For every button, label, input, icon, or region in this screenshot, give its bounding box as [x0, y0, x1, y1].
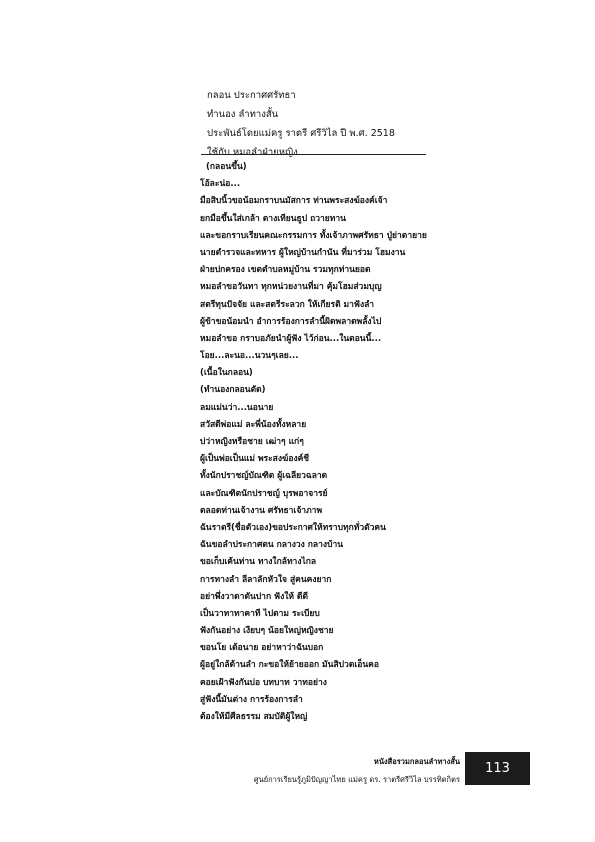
poem-line: อย่าพึ่งวาดาดันปาก ฟังให้ ดีดี — [200, 591, 308, 602]
book-title: หนังสือรวมกลอนลำทางสั้น — [373, 757, 460, 766]
poem-melody: ทำนอง ลำทางสั้น — [207, 109, 279, 120]
poem-line: ลมแม่นว่า...นอนาย — [200, 402, 274, 413]
poem-line: ต้องให้มีศีลธรรม สมบัติผู้ใหญ่ — [200, 712, 308, 722]
poem-line: หมอลำขอ กราบอภัยนำผู้ฟัง ไว้ก่อน...ในตอนนี้... — [200, 333, 382, 344]
poem-line: สู่ฟังนี้มันต่าง การร้องการลำ — [200, 694, 303, 705]
page-number: 113 — [465, 752, 530, 785]
poem-author: ประพันธ์โดยแม่ครู ราตรี ศรีวิไล ปี พ.ศ. 2518 — [207, 128, 395, 139]
poem-line: ผู้ข้าขอน้อมนำ อำการร้องการลำนี้ผิดพลาดพลั้งไป — [200, 316, 382, 327]
poem-line: ตลอดท่านเจ้างาน ศรัทธาเจ้าภาพ — [200, 505, 323, 516]
poem-line: ฉันราตรี(ชื่อตัวเอง)ขอประกาศให้ทราบทุกทั่วตัวคน — [200, 522, 386, 533]
poem-line: บ่ว่าหญิงหรือชาย เฒ่าๆ แก่ๆ — [200, 437, 304, 447]
poem-line: ฝ่ายปกครอง เขตตำบลหมู่บ้าน รวมทุกท่านยอด — [200, 265, 371, 276]
poem-title: กลอน ประกาศศรัทธา — [207, 90, 296, 101]
poem-line: มือสิบนิ้วขอน้อมกราบนมัสการ ท่านพระสงฆ์องค์เจ้า — [200, 196, 388, 207]
poem-line: โอย...ละนอ...นวนๆเลย... — [200, 351, 299, 362]
poem-line: ยกมือขึ้นใส่เกล้า ตางเทียนธูป ถวายทาน — [200, 213, 346, 224]
poem-line: และบัณฑิตนักปราชญ์ บุรพอาจารย์ — [200, 488, 328, 499]
poem-line: สตรีทุนปัจจัย และสตรีระลวก ให้เกียรติ มาฟังลำ — [200, 299, 375, 310]
institute-name: ศูนย์การเรียนรู้ภูมิปัญญาไทย แม่ครู ดร. ราตรีศรีวิไล บรรทิตกิตร — [253, 775, 460, 784]
poem-header — [207, 86, 395, 162]
poem-line: การทางลำ ลีลาลักหัวใจ สู่คนคงยาก — [200, 574, 332, 585]
poem-line: (ทำนองกลอนตัด) — [200, 385, 266, 396]
poem-line: และขอกราบเรียนคณะกรรมการ ทั้งเจ้าภาพศรัทธา ปู่ย่าตายาย — [200, 230, 427, 241]
poem-body — [200, 159, 427, 726]
poem-line: (กลอนขึ้น) — [206, 162, 247, 172]
poem-line: ฟังกันอย่าง เงียบๆ น้อยใหญ่หญิงชาย — [200, 626, 334, 637]
poem-line: ขอนโย เด้อนาย อย่าหาว่าฉันบอก — [200, 643, 324, 654]
poem-line: สวัสดีพ่อแม่ ละพี่น้องทั้งหลาย — [200, 419, 307, 430]
poem-line: คอยเฝ้าฟังกันบ่อ บทบาท วาทอย่าง — [200, 677, 327, 688]
poem-line: หมอลำขอวันทา ทุกหน่วยงานที่มา คุ้มโฮมส่วมบุญ — [200, 282, 382, 293]
poem-line: ผู้เป็นพ่อเป็นแม่ พระสงฆ์องค์ชี — [200, 454, 310, 465]
poem-line: ขอเก็บเค้นท่าน ทางใกล้ทางไกล — [200, 557, 317, 568]
poem-line: ทั้งนักปราชญ์บัณฑิต ผู้เฉลียวฉลาด — [200, 471, 328, 482]
poem-line: (เนื้อในกลอน) — [200, 368, 253, 379]
poem-line: นายตำรวจและทหาร ผู้ใหญ่บ้านกำนัน ที่มาร่วม โฮมงาน — [200, 247, 406, 258]
poem-usage: ใช้กับ หมอลำฝ่ายหญิง — [207, 147, 298, 158]
header-divider — [201, 154, 426, 155]
poem-line: ผู้อยู่ใกล้ด้านลำ กะขอให้ย้ายออก มันสิปวดเอ็นคอ — [200, 660, 379, 671]
poem-line: ฉันขอลำประกาศตน กลางวง กลางบ้าน — [200, 540, 344, 551]
poem-line: เป็นวาทาทาคาที ไปตาม ระเบียบ — [200, 608, 320, 619]
poem-line: โอ้ละน่อ... — [200, 179, 241, 190]
